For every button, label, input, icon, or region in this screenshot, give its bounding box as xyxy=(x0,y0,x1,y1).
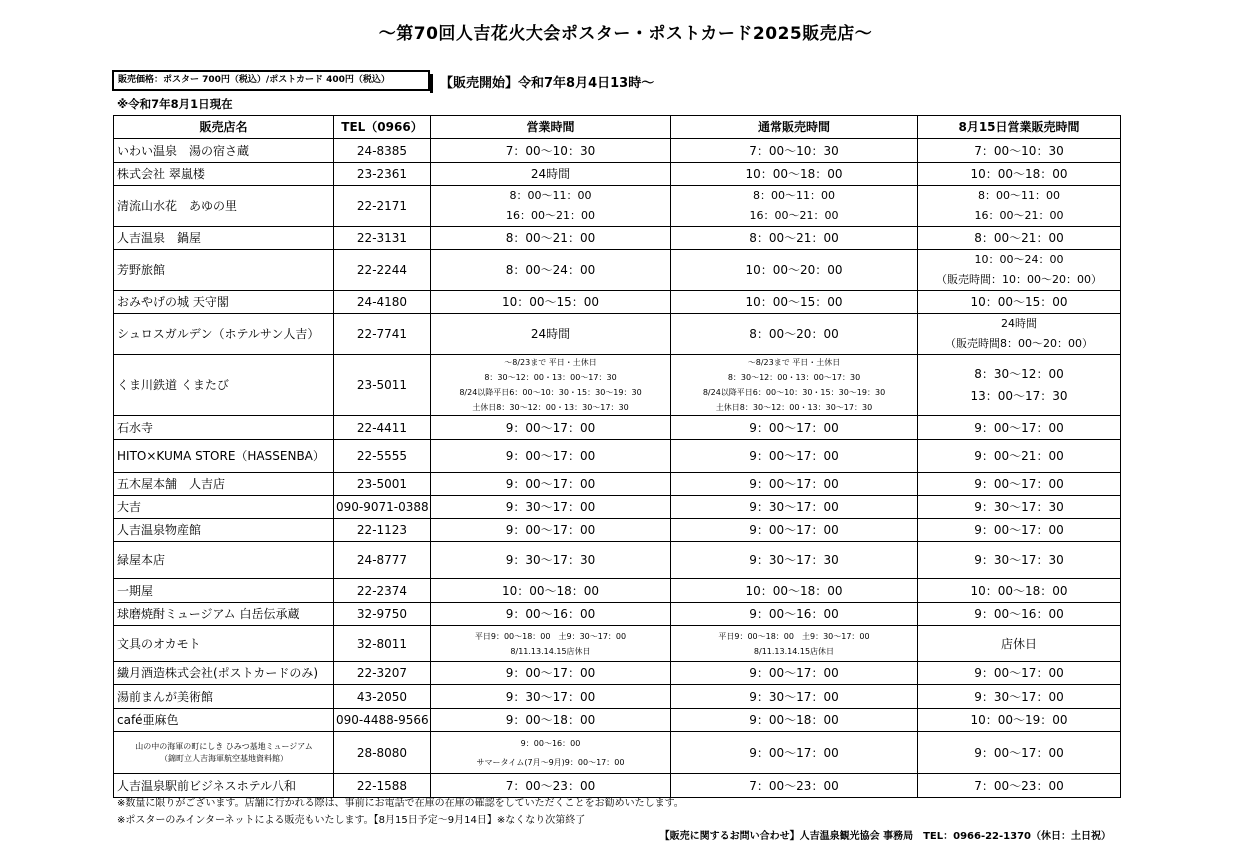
aug15-hours: 8：30～12：00 13：00～17：30 xyxy=(918,355,1121,416)
aug15-hours: 9：30～17：30 xyxy=(918,496,1121,519)
table-row xyxy=(114,416,1121,440)
aug15-hours: 8：00～21：00 xyxy=(918,227,1121,250)
shop-tel: 22-3131 xyxy=(334,227,431,250)
normal-hours: ～8/23まで 平日・土休日 8：30～12：00・13：00～17：30 8/24以降平日6：00～10：30・15：30～19：30 土休日8：30～12：00・13：30～17：30 xyxy=(671,355,918,416)
shop-name: 緑屋本店 xyxy=(114,542,334,579)
business-hours: 9：30～17：00 xyxy=(431,685,671,709)
normal-hours: 9：30～17：00 xyxy=(671,685,918,709)
table-row xyxy=(114,519,1121,542)
table-row xyxy=(114,440,1121,473)
business-hours: 9：30～17：30 xyxy=(431,542,671,579)
table-row xyxy=(114,685,1121,709)
aug15-hours: 10：00～18：00 xyxy=(918,579,1121,603)
normal-hours: 9：00～17：00 xyxy=(671,732,918,774)
normal-hours: 10：00～20：00 xyxy=(671,250,918,291)
note-stock: ※数量に限りがございます。店舗に行かれる際は、事前にお電話で在庫の在庫の確認をしていただくことをお勧めいたします。 xyxy=(117,798,684,809)
shop-tel: 23-5011 xyxy=(334,355,431,416)
shop-name: 清流山水花 あゆの里 xyxy=(114,186,334,227)
shop-tel: 090-4488-9566 xyxy=(334,709,431,732)
business-hours: 10：00～15：00 xyxy=(431,291,671,314)
normal-hours: 10：00～18：00 xyxy=(671,579,918,603)
aug15-hours: 10：00～24：00 （販売時間：10：00～20：00） xyxy=(918,250,1121,291)
shop-tel: 22-7741 xyxy=(334,314,431,355)
normal-hours: 9：30～17：00 xyxy=(671,496,918,519)
aug15-hours: 9：00～17：00 xyxy=(918,732,1121,774)
header-normal-sales-hours: 通常販売時間 xyxy=(671,116,918,139)
table-row xyxy=(114,709,1121,732)
aug15-hours: 10：00～15：00 xyxy=(918,291,1121,314)
aug15-hours: 9：30～17：00 xyxy=(918,685,1121,709)
shop-name: 五木屋本舗 人吉店 xyxy=(114,473,334,496)
aug15-hours: 9：00～17：00 xyxy=(918,416,1121,440)
shop-tel: 24-4180 xyxy=(334,291,431,314)
business-hours: 9：30～17：00 xyxy=(431,496,671,519)
page-title: ～第70回人吉花火大会ポスター・ポストカード2025販売店～ xyxy=(378,24,873,44)
business-hours: 7：00～23：00 xyxy=(431,774,671,798)
normal-hours: 9：00～18：00 xyxy=(671,709,918,732)
business-hours: 24時間 xyxy=(431,163,671,186)
aug15-hours: 7：00～10：30 xyxy=(918,139,1121,163)
business-hours: 8：00～21：00 xyxy=(431,227,671,250)
shop-tel: 32-8011 xyxy=(334,626,431,662)
business-hours: 9：00～18：00 xyxy=(431,709,671,732)
shop-name: 人吉温泉 鍋屋 xyxy=(114,227,334,250)
shop-name: café亜麻色 xyxy=(114,709,334,732)
business-hours: ～8/23まで 平日・土休日 8：30～12：00・13：00～17：30 8/24以降平日6：00～10：30・15：30～19：30 土休日8：30～12：00・13：30～17：30 xyxy=(431,355,671,416)
aug15-hours: 9：00～21：00 xyxy=(918,440,1121,473)
shop-tel: 32-9750 xyxy=(334,603,431,626)
normal-hours: 8：00～11：00 16：00～21：00 xyxy=(671,186,918,227)
shop-name: HITO×KUMA STORE（HASSENBA） xyxy=(114,440,334,473)
shop-tel: 22-2374 xyxy=(334,579,431,603)
aug15-hours: 店休日 xyxy=(918,626,1121,662)
business-hours: 24時間 xyxy=(431,314,671,355)
shop-tel: 22-4411 xyxy=(334,416,431,440)
aug15-hours: 7：00～23：00 xyxy=(918,774,1121,798)
table-row xyxy=(114,186,1121,227)
price-box: 販売価格：ポスター 700円（税込）/ポストカード 400円（税込） xyxy=(112,70,430,91)
table-header-row xyxy=(114,116,1121,139)
shop-tel: 28-8080 xyxy=(334,732,431,774)
contact-info: 【販売に関するお問い合わせ】人吉温泉観光協会 事務局 TEL：0966-22-1370（休日：土日祝） xyxy=(659,831,1111,842)
as-of-date: ※令和7年8月1日現在 xyxy=(117,97,233,111)
table-row xyxy=(114,662,1121,685)
shop-tel: 22-2244 xyxy=(334,250,431,291)
business-hours: 9：00～17：00 xyxy=(431,473,671,496)
shop-name: 株式会社 翠嵐楼 xyxy=(114,163,334,186)
normal-hours: 平日9：00～18：00 土9：30～17：00 8/11.13.14.15店休日 xyxy=(671,626,918,662)
business-hours: 9：00～17：00 xyxy=(431,662,671,685)
normal-hours: 9：00～17：00 xyxy=(671,416,918,440)
table-row xyxy=(114,291,1121,314)
shop-name: 人吉温泉物産館 xyxy=(114,519,334,542)
table-row xyxy=(114,542,1121,579)
shop-name: シュロスガルデン（ホテルサン人吉） xyxy=(114,314,334,355)
aug15-hours: 24時間 （販売時間8：00～20：00） xyxy=(918,314,1121,355)
shop-tel: 22-2171 xyxy=(334,186,431,227)
table-row xyxy=(114,579,1121,603)
shop-name: 人吉温泉駅前ビジネスホテル八和 xyxy=(114,774,334,798)
normal-hours: 10：00～15：00 xyxy=(671,291,918,314)
header-business-hours: 営業時間 xyxy=(431,116,671,139)
aug15-hours: 10：00～18：00 xyxy=(918,163,1121,186)
table-row xyxy=(114,603,1121,626)
shop-name: 山の中の海軍の町にしき ひみつ基地ミュージアム （錦町立人吉海軍航空基地資料館） xyxy=(114,732,334,774)
table-row xyxy=(114,227,1121,250)
normal-hours: 8：00～21：00 xyxy=(671,227,918,250)
normal-hours: 7：00～10：30 xyxy=(671,139,918,163)
business-hours: 9：00～17：00 xyxy=(431,440,671,473)
normal-hours: 10：00～18：00 xyxy=(671,163,918,186)
shop-tel: 43-2050 xyxy=(334,685,431,709)
normal-hours: 7：00～23：00 xyxy=(671,774,918,798)
header-aug15-hours: 8月15日営業販売時間 xyxy=(918,116,1121,139)
normal-hours: 9：00～17：00 xyxy=(671,473,918,496)
shop-name: いわい温泉 湯の宿さ蔵 xyxy=(114,139,334,163)
shop-name: 湯前まんが美術館 xyxy=(114,685,334,709)
table-row xyxy=(114,250,1121,291)
business-hours: 10：00～18：00 xyxy=(431,579,671,603)
table-row xyxy=(114,163,1121,186)
shop-name: おみやげの城 天守閣 xyxy=(114,291,334,314)
table-row xyxy=(114,496,1121,519)
normal-hours: 9：00～17：00 xyxy=(671,440,918,473)
shop-name: 大吉 xyxy=(114,496,334,519)
table-row xyxy=(114,314,1121,355)
aug15-hours: 9：30～17：30 xyxy=(918,542,1121,579)
aug15-hours: 9：00～16：00 xyxy=(918,603,1121,626)
aug15-hours: 8：00～11：00 16：00～21：00 xyxy=(918,186,1121,227)
aug15-hours: 10：00～19：00 xyxy=(918,709,1121,732)
shop-name: 芳野旅館 xyxy=(114,250,334,291)
header-shop-name: 販売店名 xyxy=(114,116,334,139)
note-online-sales: ※ポスターのみインターネットによる販売もいたします。【8月15日予定～9月14日】※なくなり次第終了 xyxy=(117,815,586,826)
shop-tel: 22-5555 xyxy=(334,440,431,473)
normal-hours: 9：00～16：00 xyxy=(671,603,918,626)
business-hours: 平日9：00～18：00 土9：30～17：00 8/11.13.14.15店休日 xyxy=(431,626,671,662)
aug15-hours: 9：00～17：00 xyxy=(918,519,1121,542)
normal-hours: 8：00～20：00 xyxy=(671,314,918,355)
shop-tel: 22-1588 xyxy=(334,774,431,798)
business-hours: 7：00～10：30 xyxy=(431,139,671,163)
shop-name: くま川鉄道 くまたび xyxy=(114,355,334,416)
shop-tel: 24-8777 xyxy=(334,542,431,579)
business-hours: 8：00～24：00 xyxy=(431,250,671,291)
shop-table xyxy=(113,115,1121,798)
normal-hours: 9：00～17：00 xyxy=(671,662,918,685)
aug15-hours: 9：00～17：00 xyxy=(918,473,1121,496)
shop-name: 一期屋 xyxy=(114,579,334,603)
business-hours: 8：00～11：00 16：00～21：00 xyxy=(431,186,671,227)
aug15-hours: 9：00～17：00 xyxy=(918,662,1121,685)
shop-name: 繊月酒造株式会社(ポストカードのみ) xyxy=(114,662,334,685)
business-hours: 9：00～17：00 xyxy=(431,519,671,542)
shop-tel: 23-5001 xyxy=(334,473,431,496)
shop-tel: 23-2361 xyxy=(334,163,431,186)
shop-tel: 22-3207 xyxy=(334,662,431,685)
normal-hours: 9：30～17：30 xyxy=(671,542,918,579)
business-hours: 9：00～16：00 xyxy=(431,603,671,626)
business-hours: 9：00～16：00 サマータイム(7月～9月)9：00～17：00 xyxy=(431,732,671,774)
shop-name: 球磨焼酎ミュージアム 白岳伝承蔵 xyxy=(114,603,334,626)
shop-tel: 22-1123 xyxy=(334,519,431,542)
table-row xyxy=(114,732,1121,774)
shop-tel: 24-8385 xyxy=(334,139,431,163)
sale-start: 【販売開始】令和7年8月4日13時～ xyxy=(440,76,655,91)
table-row xyxy=(114,626,1121,662)
normal-hours: 9：00～17：00 xyxy=(671,519,918,542)
shop-name: 文具のオカモト xyxy=(114,626,334,662)
table-row xyxy=(114,355,1121,416)
shop-name: 石水寺 xyxy=(114,416,334,440)
table-row xyxy=(114,473,1121,496)
table-row xyxy=(114,139,1121,163)
shop-tel: 090-9071-0388 xyxy=(334,496,431,519)
header-tel: TEL（0966） xyxy=(334,116,431,139)
business-hours: 9：00～17：00 xyxy=(431,416,671,440)
